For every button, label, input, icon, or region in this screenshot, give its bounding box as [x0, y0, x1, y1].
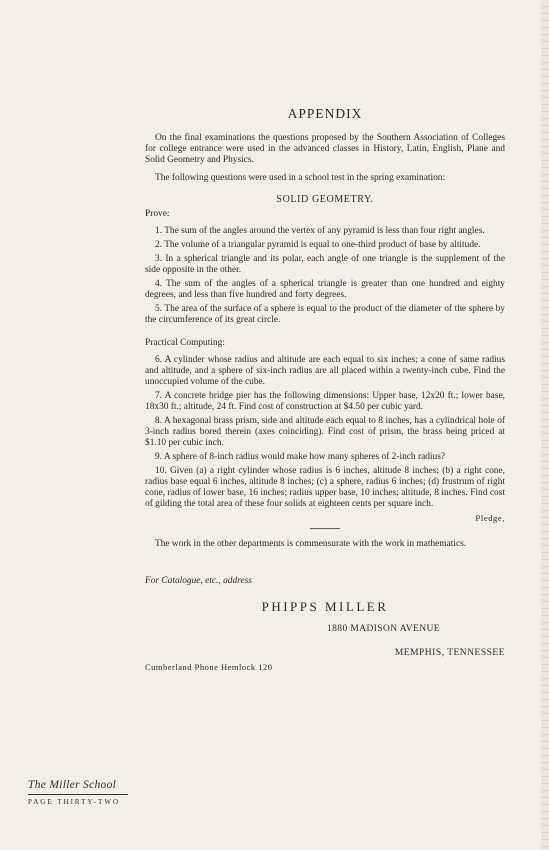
computing-item: 6. A cylinder whose radius and altitude are each equal to six inches; a cone of same radius and altitude, and a sphere of six-inch radius are all placed within a twenty-inch cube. Find the unoccupied volume of the cube.	[145, 355, 505, 387]
page-title: APPENDIX	[287, 106, 363, 121]
test-note: The following questions were used in a school test in the spring examination:	[155, 173, 446, 183]
phone-line: Cumberland Phone Hemlock 120	[145, 662, 273, 672]
street-address: 1880 MADISON AVENUE	[327, 624, 440, 634]
divider	[310, 528, 340, 529]
intro-paragraph: On the final examinations the questions proposed by the Southern Association of Colleges for college entrance were used in the advanced classes in History, Latin, English, Plane and Solid Geometry and Physics.	[145, 133, 505, 165]
prove-item: 5. The area of the surface of a sphere is equal to the product of the diameter of the sphere by the circumference of its great circle.	[145, 304, 505, 325]
computing-label: Practical Computing:	[145, 338, 225, 348]
footer-school: The Miller School	[28, 779, 117, 791]
computing-item: 9. A sphere of 8-inch radius would make how many spheres of 2-inch radius?	[155, 452, 446, 462]
computing-item: 8. A hexagonal brass prism, side and altitude each equal to 8 inches, has a cylindrical hole of 3-inch radius bored therein (axes coinciding). Find cost of prism, the brass being priced at $1.10 per cubic inch.	[145, 416, 505, 448]
city-address: MEMPHIS, TENNESSEE	[394, 648, 505, 658]
section-title: SOLID GEOMETRY.	[276, 194, 374, 205]
footer-divider	[28, 794, 128, 795]
appendix-content	[145, 108, 505, 673]
contact-name: PHIPPS MILLER	[261, 599, 389, 614]
prove-item: 4. The sum of the angles of a spherical triangle is greater than one hundred and eighty degrees, and less than five hundred and forty degrees.	[145, 279, 505, 300]
computing-list	[145, 355, 505, 510]
computing-item: 7. A concrete bridge pier has the following dimensions: Upper base, 12x20 ft.; lower base, 18x30 ft.; altitude, 24 ft. Find cost of construction at $4.50 per cubic yard.	[145, 391, 505, 412]
pledge-label: Pledge,	[475, 513, 505, 523]
prove-label: Prove:	[145, 209, 170, 219]
prove-item: 3. In a spherical triangle and its polar, each angle of one triangle is the supplement of the side opposite in the other.	[145, 254, 505, 275]
prove-list	[145, 226, 505, 326]
page-number: PAGE THIRTY-TWO	[28, 798, 120, 806]
catalogue-note: For Catalogue, etc., address	[145, 576, 252, 586]
computing-item: 10. Given (a) a right cylinder whose radius is 6 inches, altitude 8 inches; (b) a right cone, radius base equal 6 inches, altitude 8 inches; (c) a sphere, radius 6 inches; (d) frustrum of right cone, radius of lower base, 16 inches; radius upper base, 10 inches; altitude, 8 inches. Find cost of gilding the total area of these four solids at eighteen cents per square inch.	[145, 466, 505, 509]
page-edge	[541, 0, 549, 850]
prove-item: 2. The volume of a triangular pyramid is equal to one-third product of base by altitude.	[155, 240, 481, 250]
closing-paragraph: The work in the other departments is commensurate with the work in mathematics.	[155, 539, 467, 549]
prove-item: 1. The sum of the angles around the vertex of any pyramid is less than four right angles.	[155, 226, 485, 236]
